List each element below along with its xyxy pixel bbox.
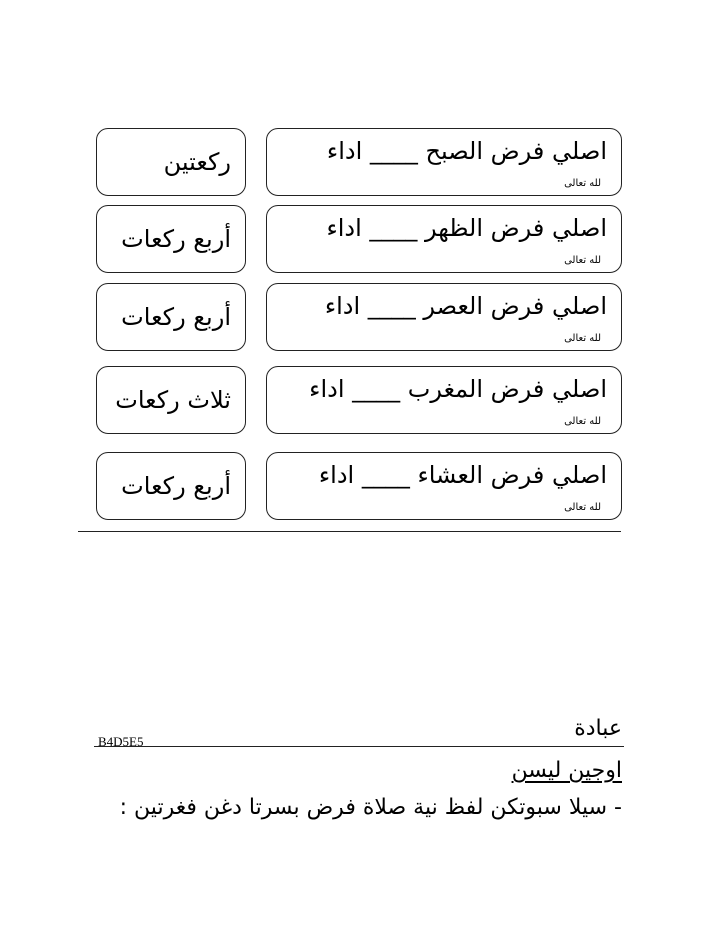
- intention-note-2: لله تعالى: [564, 255, 601, 266]
- answer-box-5: [96, 452, 246, 520]
- answer-box-2: [96, 205, 246, 273]
- intention-box-2: [266, 205, 622, 273]
- subject-label: عبادة: [574, 716, 622, 741]
- intention-text-1: اصلي فرض الصبح ____ اداء: [326, 137, 607, 165]
- page-code: B4D5E5: [98, 734, 144, 749]
- intention-box-4: [266, 366, 622, 434]
- answer-text-2: أربع ركعات: [121, 225, 231, 253]
- answer-text-5: أربع ركعات: [121, 472, 231, 500]
- answer-text-3: أربع ركعات: [121, 303, 231, 331]
- answer-box-1: [96, 128, 246, 196]
- intention-text-2: اصلي فرض الظهر ____ اداء: [326, 214, 607, 242]
- intention-text-4: اصلي فرض المغرب ____ اداء: [309, 375, 607, 403]
- intention-note-4: لله تعالى: [564, 416, 601, 427]
- intention-text-5: اصلي فرض العشاء ____ اداء: [318, 461, 607, 489]
- intention-note-5: لله تعالى: [564, 502, 601, 513]
- intention-note-1: لله تعالى: [564, 178, 601, 189]
- intention-box-5: [266, 452, 622, 520]
- answer-text-1: ركعتين: [163, 148, 231, 176]
- answer-text-4: ثلاث ركعات: [115, 386, 231, 414]
- lesson-title: اوجين ليسن: [511, 758, 622, 783]
- intention-text-3: اصلي فرض العصر ____ اداء: [324, 292, 607, 320]
- section-divider: [78, 531, 621, 532]
- intention-note-3: لله تعالى: [564, 333, 601, 344]
- intention-box-3: [266, 283, 622, 351]
- answer-box-4: [96, 366, 246, 434]
- intention-box-1: [266, 128, 622, 196]
- question-text: - سيلا سبوتكن لفظ نية صلاة فرض بسرتا دغن فغرتين :: [119, 795, 622, 820]
- answer-box-3: [96, 283, 246, 351]
- header-rule: [94, 746, 624, 747]
